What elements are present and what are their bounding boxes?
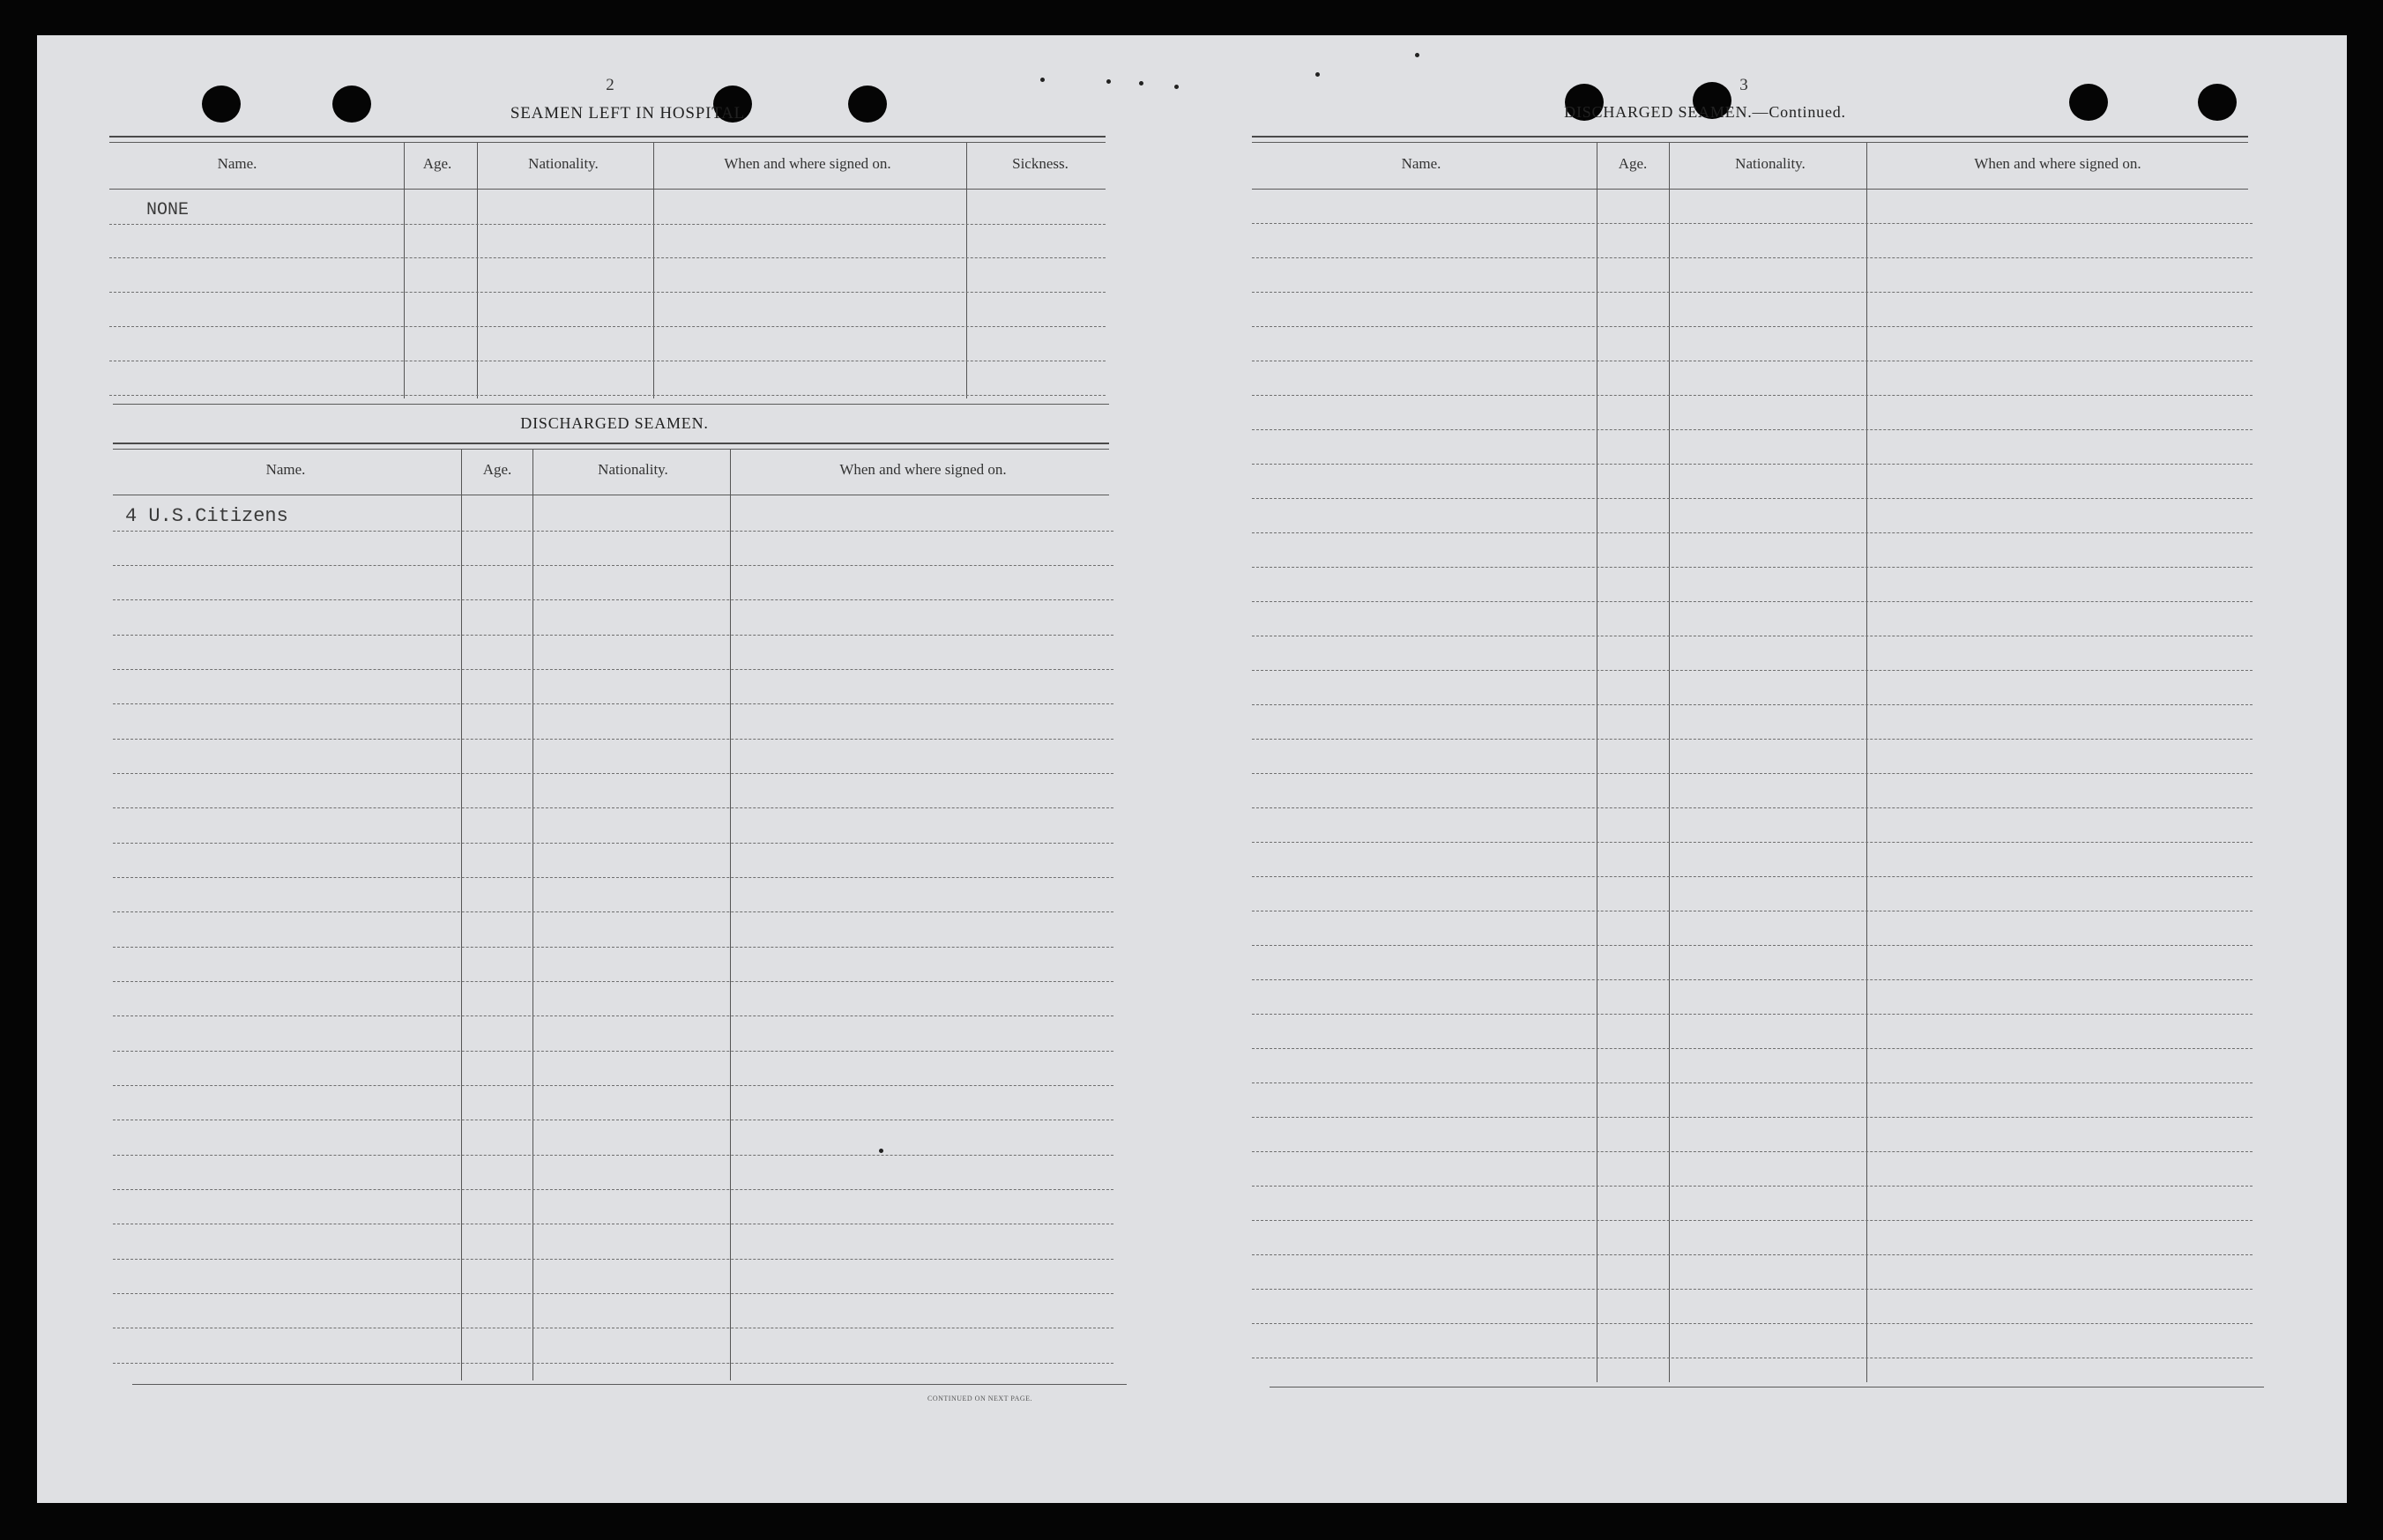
row-line: [1252, 807, 2253, 808]
row-line: [109, 326, 1106, 327]
row-line: [1252, 670, 2253, 671]
table-rule: [1252, 189, 2248, 190]
column-divider: [532, 450, 533, 1380]
row-line: [113, 531, 1113, 532]
punch-hole: [332, 86, 371, 123]
row-line: [113, 739, 1113, 740]
row-line: [1252, 567, 2253, 568]
page-number: 2: [606, 76, 614, 94]
row-line: [113, 1155, 1113, 1156]
row-line: [1252, 1323, 2253, 1324]
row-line: [109, 292, 1106, 293]
column-divider: [461, 450, 462, 1380]
ink-speck: [879, 1149, 883, 1153]
row-line: [1252, 842, 2253, 843]
row-line: [113, 1259, 1113, 1260]
discharged-entry-name: 4 U.S.Citizens: [125, 505, 288, 527]
page-number: 3: [1739, 76, 1748, 94]
punch-hole: [202, 86, 241, 123]
row-line: [113, 981, 1113, 982]
row-line: [113, 807, 1113, 808]
column-divider: [730, 450, 731, 1380]
row-line: [1252, 739, 2253, 740]
discharged-section-title: DISCHARGED SEAMEN.: [520, 414, 709, 432]
row-line: [113, 703, 1113, 704]
hospital-col-age: Age.: [422, 155, 452, 172]
ink-speck: [1415, 53, 1419, 57]
right-col-signed-on: When and where signed on.: [1974, 155, 2141, 172]
row-line: [1252, 498, 2253, 499]
ink-speck: [1139, 81, 1143, 86]
row-line: [1252, 1151, 2253, 1152]
discharged-col-nationality: Nationality.: [598, 461, 668, 478]
row-line: [1252, 429, 2253, 430]
row-line: [1252, 1254, 2253, 1255]
discharged-col-signed-on: When and where signed on.: [839, 461, 1007, 478]
right-col-name: Name.: [1401, 155, 1441, 172]
ink-speck: [1106, 79, 1111, 84]
row-line: [1252, 532, 2253, 533]
discharged-col-age: Age.: [482, 461, 512, 478]
row-line: [113, 1085, 1113, 1086]
row-line: [1252, 1186, 2253, 1187]
continued-footer: CONTINUED ON NEXT PAGE.: [927, 1395, 1033, 1402]
punch-hole: [848, 86, 887, 123]
hospital-col-name: Name.: [217, 155, 257, 172]
row-line: [113, 1363, 1113, 1364]
table-rule: [1252, 136, 2248, 138]
hospital-entry-name: NONE: [146, 200, 190, 220]
row-line: [1252, 876, 2253, 877]
row-line: [113, 635, 1113, 636]
ledger-sheet: [37, 35, 2347, 1503]
row-line: [113, 911, 1113, 912]
column-divider: [1866, 143, 1867, 1382]
row-line: [1252, 1117, 2253, 1118]
hospital-col-signed-on: When and where signed on.: [724, 155, 891, 172]
row-line: [113, 669, 1113, 670]
row-line: [1252, 326, 2253, 327]
row-line: [1252, 1048, 2253, 1049]
row-line: [113, 773, 1113, 774]
right-col-age: Age.: [1618, 155, 1648, 172]
row-line: [1252, 464, 2253, 465]
ink-speck: [1174, 85, 1179, 89]
row-line: [1252, 979, 2253, 980]
row-line: [113, 1189, 1113, 1190]
row-line: [1252, 1220, 2253, 1221]
ink-speck: [1040, 78, 1045, 82]
row-line: [113, 1293, 1113, 1294]
row-line: [113, 877, 1113, 878]
table-rule: [109, 136, 1106, 138]
punch-hole: [2069, 84, 2108, 121]
table-rule: [109, 142, 1106, 143]
hospital-col-nationality: Nationality.: [528, 155, 599, 172]
row-line: [109, 395, 1106, 396]
row-line: [1252, 773, 2253, 774]
ink-speck: [1315, 72, 1320, 77]
table-rule: [113, 443, 1109, 444]
row-line: [1252, 395, 2253, 396]
discharged-col-name: Name.: [265, 461, 306, 478]
discharged-continued-title: DISCHARGED SEAMEN.—Continued.: [1564, 103, 1846, 121]
row-line: [1252, 223, 2253, 224]
hospital-section-title: SEAMEN LEFT IN HOSPITAL: [510, 104, 746, 123]
row-line: [109, 224, 1106, 225]
row-line: [113, 843, 1113, 844]
row-line: [1252, 704, 2253, 705]
right-col-nationality: Nationality.: [1735, 155, 1806, 172]
row-line: [1252, 1014, 2253, 1015]
table-rule: [1252, 142, 2248, 143]
row-line: [109, 257, 1106, 258]
row-line: [1252, 1082, 2253, 1083]
row-line: [1252, 257, 2253, 258]
column-divider: [1669, 143, 1670, 1382]
punch-hole: [2198, 84, 2237, 121]
table-rule: [132, 1384, 1127, 1385]
row-line: [1252, 601, 2253, 602]
row-line: [1252, 292, 2253, 293]
row-line: [1252, 945, 2253, 946]
table-rule: [113, 449, 1109, 450]
hospital-col-sickness: Sickness.: [1012, 155, 1069, 172]
table-rule: [109, 189, 1106, 190]
row-line: [113, 565, 1113, 566]
row-line: [1252, 1289, 2253, 1290]
table-rule: [113, 404, 1109, 405]
row-line: [113, 1051, 1113, 1052]
row-line: [113, 947, 1113, 948]
row-line: [113, 599, 1113, 600]
